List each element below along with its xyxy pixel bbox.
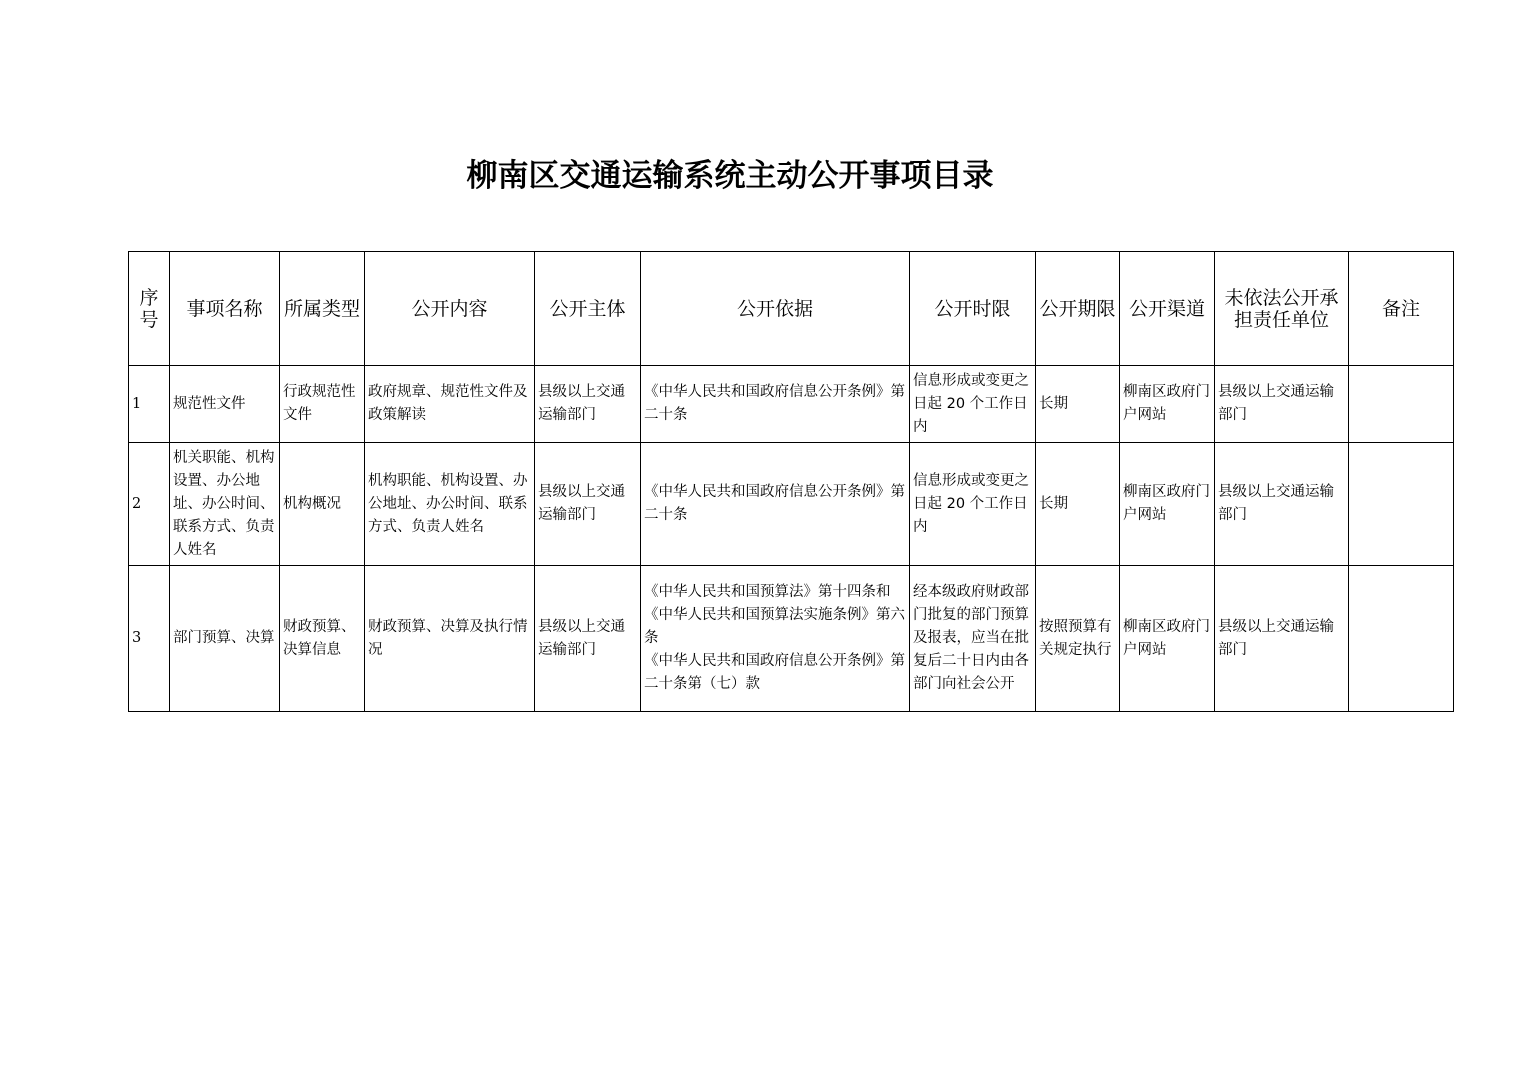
row-item-name: 机关职能、机构设置、办公地址、办公时间、联系方式、负责人姓名 (170, 443, 280, 566)
disclosure-catalog-table (128, 251, 1454, 712)
row-period: 按照预算有关规定执行 (1036, 566, 1120, 712)
row-time-limit: 经本级政府财政部门批复的部门预算及报表，应当在批复后二十日内由各部门向社会公开 (910, 566, 1036, 712)
row-remark (1349, 366, 1454, 443)
row-index: 2 (129, 443, 170, 566)
table-row (129, 366, 1454, 443)
row-type: 机构概况 (280, 443, 365, 566)
header-channel: 公开渠道 (1120, 252, 1215, 366)
row-remark (1349, 566, 1454, 712)
row-period: 长期 (1036, 366, 1120, 443)
row-time-limit: 信息形成或变更之日起 20 个工作日内 (910, 366, 1036, 443)
header-type: 所属类型 (280, 252, 365, 366)
header-period: 公开期限 (1036, 252, 1120, 366)
document-title: 柳南区交通运输系统主动公开事项目录 (466, 158, 994, 194)
row-item-name: 部门预算、决算 (170, 566, 280, 712)
row-index: 1 (129, 366, 170, 443)
row-subject: 县级以上交通运输部门 (535, 366, 641, 443)
header-content: 公开内容 (365, 252, 535, 366)
basis-line: 《中华人民共和国预算法》第十四条和《中华人民共和国预算法实施条例》第六条 (644, 584, 905, 646)
basis-line: 《中华人民共和国政府信息公开条例》第二十条第（七）款 (644, 653, 905, 692)
row-index: 3 (129, 566, 170, 712)
basis-line: 《中华人民共和国政府信息公开条例》第二十条 (644, 384, 905, 423)
row-channel: 柳南区政府门户网站 (1120, 443, 1215, 566)
header-basis: 公开依据 (641, 252, 910, 366)
header-time-limit: 公开时限 (910, 252, 1036, 366)
row-type: 行政规范性文件 (280, 366, 365, 443)
header-item-name: 事项名称 (170, 252, 280, 366)
row-basis (641, 566, 910, 712)
row-content: 机构职能、机构设置、办公地址、办公时间、联系方式、负责人姓名 (365, 443, 535, 566)
row-responsible: 县级以上交通运输部门 (1215, 443, 1349, 566)
row-responsible: 县级以上交通运输部门 (1215, 366, 1349, 443)
header-remark: 备注 (1349, 252, 1454, 366)
header-index: 序号 (129, 252, 170, 366)
row-item-name: 规范性文件 (170, 366, 280, 443)
row-responsible: 县级以上交通运输部门 (1215, 566, 1349, 712)
row-channel: 柳南区政府门户网站 (1120, 566, 1215, 712)
header-row (129, 252, 1454, 366)
row-basis (641, 366, 910, 443)
row-basis (641, 443, 910, 566)
row-time-limit: 信息形成或变更之日起 20 个工作日内 (910, 443, 1036, 566)
row-content: 财政预算、决算及执行情况 (365, 566, 535, 712)
row-type: 财政预算、决算信息 (280, 566, 365, 712)
header-subject: 公开主体 (535, 252, 641, 366)
row-channel: 柳南区政府门户网站 (1120, 366, 1215, 443)
table-row (129, 443, 1454, 566)
basis-line: 《中华人民共和国政府信息公开条例》第二十条 (644, 484, 905, 523)
row-content: 政府规章、规范性文件及政策解读 (365, 366, 535, 443)
row-subject: 县级以上交通运输部门 (535, 566, 641, 712)
row-subject: 县级以上交通运输部门 (535, 443, 641, 566)
row-remark (1349, 443, 1454, 566)
row-period: 长期 (1036, 443, 1120, 566)
table-row (129, 566, 1454, 712)
header-responsible: 未依法公开承担责任单位 (1215, 252, 1349, 366)
